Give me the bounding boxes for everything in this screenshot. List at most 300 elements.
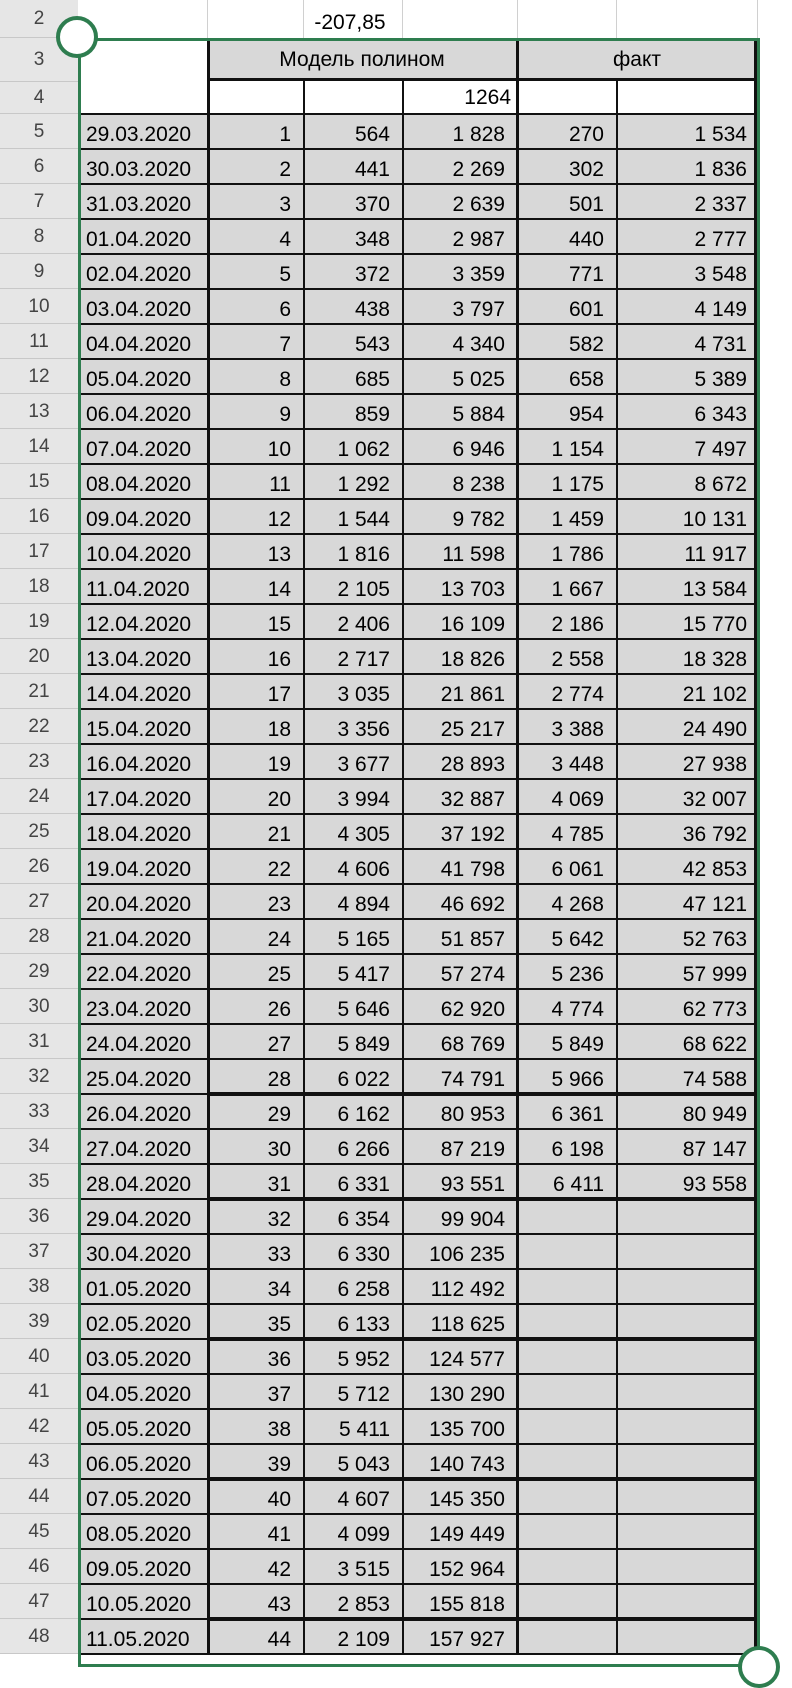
cell-model-daily[interactable]: 5 165 (337, 928, 390, 951)
cell-date[interactable]: 21.04.2020 (86, 928, 192, 951)
cell-model-daily[interactable]: 2 717 (337, 648, 390, 671)
row-header-12[interactable]: 12 (0, 359, 78, 394)
cell-model-total[interactable]: 8 238 (452, 473, 505, 496)
row-header-4[interactable]: 4 (0, 82, 78, 114)
cell-model-daily[interactable]: 5 952 (337, 1348, 390, 1371)
cell-date[interactable]: 30.04.2020 (86, 1243, 192, 1266)
row-header-6[interactable]: 6 (0, 149, 78, 184)
cell-fact-total[interactable]: 8 672 (694, 473, 747, 496)
row-header-27[interactable]: 27 (0, 884, 78, 919)
cell-fact-total[interactable]: 27 938 (682, 753, 747, 776)
row-header-23[interactable]: 23 (0, 744, 78, 779)
cell-model-daily[interactable]: 4 606 (337, 858, 390, 881)
cell-model-total[interactable]: 5 025 (452, 368, 505, 391)
row-header-18[interactable]: 18 (0, 569, 78, 604)
cell-day[interactable]: 44 (267, 1628, 291, 1651)
cell-model-daily[interactable]: 6 133 (337, 1313, 390, 1336)
cell-date[interactable]: 16.04.2020 (86, 753, 192, 776)
cell-fact-total[interactable] (616, 1479, 757, 1514)
cell-date[interactable]: 27.04.2020 (86, 1138, 192, 1161)
row-header-19[interactable]: 19 (0, 604, 78, 639)
cell-day[interactable]: 33 (267, 1243, 291, 1266)
cell-fact-daily[interactable] (517, 1409, 616, 1444)
cell-fact-total[interactable]: 87 147 (682, 1138, 747, 1161)
cell-day[interactable]: 36 (267, 1348, 291, 1371)
cell-fact-total[interactable] (616, 1549, 757, 1584)
cell-fact-daily[interactable] (517, 1549, 616, 1584)
cell-model-total[interactable]: 6 946 (452, 438, 505, 461)
cell-day[interactable]: 10 (267, 438, 291, 461)
cell-fact-daily[interactable]: 1 786 (551, 543, 604, 566)
cell-model-total[interactable]: 3 797 (452, 298, 505, 321)
cell-model-daily[interactable]: 6 330 (337, 1243, 390, 1266)
cell-model-total[interactable]: 5 884 (452, 403, 505, 426)
row-header-28[interactable]: 28 (0, 919, 78, 954)
cell-model-daily[interactable]: 1 062 (337, 438, 390, 461)
cell-day[interactable]: 12 (267, 508, 291, 531)
cell-fact-total[interactable]: 15 770 (682, 613, 747, 636)
cell-day[interactable]: 30 (267, 1138, 291, 1161)
cell-model-total[interactable]: 135 700 (429, 1418, 505, 1441)
cell-day[interactable]: 32 (267, 1208, 291, 1231)
cell-fact-daily[interactable]: 4 774 (551, 998, 604, 1021)
cell-fact-daily[interactable]: 302 (568, 158, 604, 181)
cell-fact-total[interactable] (616, 1304, 757, 1339)
cell-model-total[interactable]: 80 953 (440, 1103, 505, 1126)
cell-day[interactable]: 16 (267, 648, 291, 671)
cell-day[interactable]: 22 (267, 858, 291, 881)
cell-day[interactable]: 34 (267, 1278, 291, 1301)
cell-fact-total[interactable]: 2 777 (694, 228, 747, 251)
cell-model-daily[interactable]: 441 (354, 158, 390, 181)
cell-fact-daily[interactable]: 6 198 (551, 1138, 604, 1161)
cell-model-daily[interactable]: 6 331 (337, 1173, 390, 1196)
cell-fact-total[interactable]: 10 131 (682, 508, 747, 531)
cell-date[interactable]: 05.04.2020 (86, 368, 192, 391)
cell-day[interactable]: 43 (267, 1593, 291, 1616)
cell-model-daily[interactable]: 564 (354, 123, 390, 146)
row-header-13[interactable]: 13 (0, 394, 78, 429)
cell-fact-daily[interactable]: 1 667 (551, 578, 604, 601)
cell-date[interactable]: 25.04.2020 (86, 1068, 192, 1091)
cell-model-daily[interactable]: 3 035 (337, 683, 390, 706)
cell-day[interactable]: 27 (267, 1033, 291, 1056)
cell-day[interactable]: 5 (279, 263, 291, 286)
cell-date[interactable]: 17.04.2020 (86, 788, 192, 811)
cell-fact-daily[interactable]: 2 558 (551, 648, 604, 671)
cell-model-total[interactable]: 46 692 (440, 893, 505, 916)
cell-fact-total[interactable] (616, 1409, 757, 1444)
cell-fact-total[interactable]: 42 853 (682, 858, 747, 881)
cell-fact-daily[interactable] (517, 1234, 616, 1269)
row-header-3[interactable]: 3 (0, 38, 78, 82)
cell-model-total[interactable]: 118 625 (430, 1313, 505, 1336)
cell-model-daily[interactable]: 3 515 (337, 1558, 390, 1581)
cell-model-total[interactable]: 74 791 (440, 1068, 505, 1091)
cell-day[interactable]: 9 (279, 403, 291, 426)
cell-fact-total[interactable]: 47 121 (682, 893, 747, 916)
cell-fact-total[interactable]: 21 102 (682, 683, 747, 706)
row-header-45[interactable]: 45 (0, 1514, 78, 1549)
cell-fact-total[interactable]: 11 917 (684, 543, 747, 566)
row-header-17[interactable]: 17 (0, 534, 78, 569)
cell-fact-total[interactable]: 3 548 (694, 263, 747, 286)
row-header-2[interactable]: 2 (0, 0, 78, 38)
cell-model-total[interactable]: 112 492 (430, 1278, 505, 1301)
cell-date[interactable]: 13.04.2020 (86, 648, 192, 671)
cell-fact-daily[interactable]: 954 (568, 403, 604, 426)
cell-fact-daily[interactable]: 2 774 (551, 683, 604, 706)
cell-model-daily[interactable]: 6 266 (337, 1138, 390, 1161)
cell-date[interactable]: 18.04.2020 (86, 823, 192, 846)
cell-fact-total[interactable] (616, 1339, 757, 1374)
cell-fact-daily[interactable]: 4 785 (551, 823, 604, 846)
cell-model-total[interactable]: 11 598 (442, 543, 505, 566)
row-header-38[interactable]: 38 (0, 1269, 78, 1304)
row-header-47[interactable]: 47 (0, 1584, 78, 1619)
cell-fact-total[interactable]: 4 149 (694, 298, 747, 321)
cell-model-daily[interactable]: 5 411 (339, 1418, 390, 1441)
cell-fact-daily[interactable]: 5 966 (551, 1068, 604, 1091)
cell-model-total[interactable]: 106 235 (429, 1243, 505, 1266)
cell-day[interactable]: 29 (267, 1103, 291, 1126)
cell-day[interactable]: 6 (279, 298, 291, 321)
cell-fact-total[interactable]: 5 389 (694, 368, 747, 391)
cell-model-total[interactable]: 140 743 (429, 1453, 505, 1476)
cell-day[interactable]: 2 (279, 158, 291, 181)
selection-handle-bottom-right[interactable] (738, 1646, 780, 1688)
row-header-48[interactable]: 48 (0, 1619, 78, 1654)
cell-model-total[interactable]: 51 857 (440, 928, 505, 951)
cell-model-total[interactable]: 155 818 (429, 1593, 505, 1616)
cell-date[interactable]: 04.04.2020 (86, 333, 192, 356)
cell-model-total[interactable]: 87 219 (440, 1138, 505, 1161)
row-header-11[interactable]: 11 (0, 324, 78, 359)
cell-date[interactable]: 29.04.2020 (86, 1208, 192, 1231)
cell-model-daily[interactable]: 6 258 (337, 1278, 390, 1301)
cell-fact-daily[interactable]: 4 069 (551, 788, 604, 811)
cell-date[interactable]: 28.04.2020 (86, 1173, 192, 1196)
cell-model-daily[interactable]: 372 (354, 263, 390, 286)
cell-fact-daily[interactable]: 5 642 (551, 928, 604, 951)
cell-day[interactable]: 17 (267, 683, 291, 706)
cell-model-daily[interactable]: 3 677 (337, 753, 390, 776)
cell-fact-daily[interactable]: 601 (568, 298, 604, 321)
cell-fact-total[interactable]: 80 949 (682, 1103, 747, 1126)
row-header-31[interactable]: 31 (0, 1024, 78, 1059)
row-header-20[interactable]: 20 (0, 639, 78, 674)
cell-fact-daily[interactable]: 3 448 (551, 753, 604, 776)
cell-model-daily[interactable]: 4 099 (337, 1523, 390, 1546)
cell-date[interactable]: 29.03.2020 (86, 123, 192, 146)
cell-day[interactable]: 28 (267, 1068, 291, 1091)
cell-fact-daily[interactable]: 658 (568, 368, 604, 391)
cell-model-daily[interactable]: 5 043 (337, 1453, 390, 1476)
cell-date[interactable]: 19.04.2020 (86, 858, 192, 881)
cell-date[interactable]: 12.04.2020 (86, 613, 192, 636)
cell-fact-daily[interactable] (517, 1374, 616, 1409)
cell-fact-daily[interactable]: 582 (568, 333, 604, 356)
cell-fact-total[interactable] (616, 1514, 757, 1549)
row-header-35[interactable]: 35 (0, 1164, 78, 1199)
cell-day[interactable]: 8 (279, 368, 291, 391)
cell-model-total[interactable]: 41 798 (440, 858, 505, 881)
cell-day[interactable]: 20 (267, 788, 291, 811)
cell-date[interactable]: 11.04.2020 (86, 578, 190, 601)
cell-day[interactable]: 7 (279, 333, 291, 356)
cell-model-daily[interactable]: 2 105 (337, 578, 390, 601)
cell-day[interactable]: 11 (269, 473, 291, 496)
cell-date[interactable]: 06.05.2020 (86, 1453, 192, 1476)
cell-fact-daily[interactable] (517, 1339, 616, 1374)
cell-fact-daily[interactable]: 4 268 (551, 893, 604, 916)
cell-day[interactable]: 37 (267, 1383, 291, 1406)
cell-fact-total[interactable]: 24 490 (682, 718, 747, 741)
cell-fact-total[interactable]: 18 328 (682, 648, 747, 671)
cell-fact-total[interactable]: 36 792 (682, 823, 747, 846)
cell-fact-daily[interactable]: 771 (568, 263, 604, 286)
cell-model-total[interactable]: 2 987 (452, 228, 505, 251)
cell-model-daily[interactable]: 5 646 (337, 998, 390, 1021)
cell-top-value[interactable]: -207,85 (314, 11, 386, 34)
cell-fact-total[interactable]: 74 588 (682, 1068, 747, 1091)
cell-date[interactable]: 06.04.2020 (86, 403, 192, 426)
cell-day[interactable]: 25 (267, 963, 291, 986)
cell-fact-daily[interactable]: 270 (568, 123, 604, 146)
cell-model-daily[interactable]: 543 (354, 333, 390, 356)
cell-row4-value[interactable]: 1264 (402, 78, 517, 114)
row-header-46[interactable]: 46 (0, 1549, 78, 1584)
cell-date[interactable]: 26.04.2020 (86, 1103, 192, 1126)
cell-date[interactable]: 11.05.2020 (86, 1628, 190, 1651)
row-header-25[interactable]: 25 (0, 814, 78, 849)
cell-model-daily[interactable]: 5 849 (337, 1033, 390, 1056)
cell-day[interactable]: 40 (267, 1488, 291, 1511)
cell-fact-daily[interactable]: 6 411 (553, 1173, 604, 1196)
model-header[interactable]: Модель полином (207, 41, 517, 78)
cell-model-daily[interactable]: 4 607 (337, 1488, 390, 1511)
cell-fact-total[interactable]: 57 999 (682, 963, 747, 986)
cell-day[interactable]: 31 (267, 1173, 291, 1196)
cell-model-daily[interactable]: 4 894 (337, 893, 390, 916)
cell-model-total[interactable]: 130 290 (429, 1383, 505, 1406)
cell-model-total[interactable]: 93 551 (440, 1173, 505, 1196)
cell-day[interactable]: 26 (267, 998, 291, 1021)
cell-model-total[interactable]: 25 217 (440, 718, 505, 741)
cell-fact-daily[interactable] (517, 1479, 616, 1514)
cell-day[interactable]: 23 (267, 893, 291, 916)
cell-model-daily[interactable]: 6 354 (337, 1208, 390, 1231)
row-header-30[interactable]: 30 (0, 989, 78, 1024)
cell-model-daily[interactable]: 1 292 (337, 473, 390, 496)
cell-day[interactable]: 19 (267, 753, 291, 776)
row-header-34[interactable]: 34 (0, 1129, 78, 1164)
row-header-43[interactable]: 43 (0, 1444, 78, 1479)
cell-day[interactable]: 41 (267, 1523, 291, 1546)
cell-model-daily[interactable]: 859 (354, 403, 390, 426)
cell-model-daily[interactable]: 3 356 (337, 718, 390, 741)
cell-date[interactable]: 24.04.2020 (86, 1033, 192, 1056)
cell-date[interactable]: 14.04.2020 (86, 683, 192, 706)
cell-model-daily[interactable]: 4 305 (337, 823, 390, 846)
cell-day[interactable]: 42 (267, 1558, 291, 1581)
row-header-44[interactable]: 44 (0, 1479, 78, 1514)
cell-day[interactable]: 15 (267, 613, 291, 636)
row-header-29[interactable]: 29 (0, 954, 78, 989)
cell-fact-total[interactable] (616, 1234, 757, 1269)
cell-date[interactable]: 02.05.2020 (86, 1313, 192, 1336)
cell-fact-daily[interactable]: 1 459 (551, 508, 604, 531)
cell-model-total[interactable]: 13 703 (440, 578, 505, 601)
cell-date[interactable]: 04.05.2020 (86, 1383, 192, 1406)
row-header-21[interactable]: 21 (0, 674, 78, 709)
row-header-14[interactable]: 14 (0, 429, 78, 464)
cell-fact-daily[interactable]: 5 849 (551, 1033, 604, 1056)
cell-day[interactable]: 18 (267, 718, 291, 741)
cell-date[interactable]: 10.04.2020 (86, 543, 192, 566)
cell-model-daily[interactable]: 6 162 (337, 1103, 390, 1126)
cell-fact-total[interactable]: 6 343 (694, 403, 747, 426)
selection-handle-top-left[interactable] (56, 16, 98, 58)
cell-fact-daily[interactable]: 1 175 (551, 473, 604, 496)
cell-model-total[interactable]: 18 826 (440, 648, 505, 671)
cell-model-total[interactable]: 2 269 (452, 158, 505, 181)
cell-day[interactable]: 38 (267, 1418, 291, 1441)
cell-fact-daily[interactable] (517, 1514, 616, 1549)
cell-model-daily[interactable]: 6 022 (337, 1068, 390, 1091)
row-header-22[interactable]: 22 (0, 709, 78, 744)
row-header-16[interactable]: 16 (0, 499, 78, 534)
cell-date[interactable]: 03.05.2020 (86, 1348, 192, 1371)
cell-model-daily[interactable]: 3 994 (337, 788, 390, 811)
cell-fact-total[interactable]: 32 007 (682, 788, 747, 811)
cell-fact-daily[interactable]: 440 (568, 228, 604, 251)
cell-fact-total[interactable]: 62 773 (682, 998, 747, 1021)
cell-fact-total[interactable]: 1 836 (694, 158, 747, 181)
cell-date[interactable]: 08.04.2020 (86, 473, 192, 496)
row-header-9[interactable]: 9 (0, 254, 78, 289)
cell-date[interactable]: 01.04.2020 (86, 228, 192, 251)
cell-date[interactable]: 23.04.2020 (86, 998, 192, 1021)
cell-fact-daily[interactable]: 3 388 (551, 718, 604, 741)
cell-model-total[interactable]: 124 577 (429, 1348, 505, 1371)
cell-model-total[interactable]: 99 904 (440, 1208, 505, 1231)
row-header-24[interactable]: 24 (0, 779, 78, 814)
cell-model-daily[interactable]: 2 853 (337, 1593, 390, 1616)
cell-date[interactable]: 05.05.2020 (86, 1418, 192, 1441)
cell-fact-daily[interactable]: 1 154 (551, 438, 604, 461)
cell-model-total[interactable]: 2 639 (452, 193, 505, 216)
cell-fact-daily[interactable]: 6 061 (551, 858, 604, 881)
cell-fact-daily[interactable] (517, 1444, 616, 1479)
cell-date[interactable]: 09.04.2020 (86, 508, 192, 531)
cell-day[interactable]: 21 (267, 823, 291, 846)
cell-model-total[interactable]: 4 340 (452, 333, 505, 356)
cell-fact-daily[interactable] (517, 1584, 616, 1619)
row-header-37[interactable]: 37 (0, 1234, 78, 1269)
cell-model-total[interactable]: 21 861 (440, 683, 505, 706)
row-header-39[interactable]: 39 (0, 1304, 78, 1339)
cell-fact-total[interactable]: 4 731 (694, 333, 747, 356)
cell-day[interactable]: 3 (279, 193, 291, 216)
row-header-15[interactable]: 15 (0, 464, 78, 499)
cell-model-daily[interactable]: 1 544 (337, 508, 390, 531)
cell-model-total[interactable]: 149 449 (429, 1523, 505, 1546)
cell-fact-total[interactable]: 68 622 (682, 1033, 747, 1056)
row-header-41[interactable]: 41 (0, 1374, 78, 1409)
row-header-33[interactable]: 33 (0, 1094, 78, 1129)
cell-fact-daily[interactable] (517, 1269, 616, 1304)
cell-day[interactable]: 1 (279, 123, 291, 146)
cell-day[interactable]: 4 (279, 228, 291, 251)
cell-day[interactable]: 39 (267, 1453, 291, 1476)
cell-fact-total[interactable] (616, 1199, 757, 1234)
row-header-42[interactable]: 42 (0, 1409, 78, 1444)
cell-date[interactable]: 09.05.2020 (86, 1558, 192, 1581)
row-header-5[interactable]: 5 (0, 114, 78, 149)
cell-model-daily[interactable]: 5 712 (337, 1383, 390, 1406)
cell-fact-total[interactable]: 52 763 (682, 928, 747, 951)
cell-model-total[interactable]: 3 359 (452, 263, 505, 286)
cell-model-total[interactable]: 152 964 (429, 1558, 505, 1581)
cell-model-total[interactable]: 9 782 (452, 508, 505, 531)
cell-date[interactable]: 20.04.2020 (86, 893, 192, 916)
cell-date[interactable]: 08.05.2020 (86, 1523, 192, 1546)
cell-day[interactable]: 35 (267, 1313, 291, 1336)
cell-date[interactable]: 22.04.2020 (86, 963, 192, 986)
row-header-8[interactable]: 8 (0, 219, 78, 254)
cell-model-daily[interactable]: 2 109 (337, 1628, 390, 1651)
cell-model-daily[interactable]: 348 (354, 228, 390, 251)
cell-model-total[interactable]: 157 927 (429, 1628, 505, 1651)
cell-date[interactable]: 10.05.2020 (86, 1593, 192, 1616)
cell-fact-total[interactable]: 1 534 (694, 123, 747, 146)
cell-day[interactable]: 14 (267, 578, 291, 601)
cell-fact-total[interactable] (616, 1444, 757, 1479)
cell-date[interactable]: 30.03.2020 (86, 158, 192, 181)
cell-fact-total[interactable] (616, 1584, 757, 1619)
cell-fact-daily[interactable] (517, 1304, 616, 1339)
cell-model-total[interactable]: 16 109 (440, 613, 505, 636)
cell-date[interactable]: 31.03.2020 (86, 193, 192, 216)
row-header-26[interactable]: 26 (0, 849, 78, 884)
cell-date[interactable]: 07.05.2020 (86, 1488, 192, 1511)
row-header-10[interactable]: 10 (0, 289, 78, 324)
cell-fact-total[interactable] (616, 1374, 757, 1409)
cell-fact-daily[interactable] (517, 1619, 616, 1654)
cell-fact-daily[interactable] (517, 1199, 616, 1234)
cell-date[interactable]: 07.04.2020 (86, 438, 192, 461)
cell-model-total[interactable]: 145 350 (429, 1488, 505, 1511)
cell-model-total[interactable]: 32 887 (440, 788, 505, 811)
cell-fact-total[interactable]: 2 337 (694, 193, 747, 216)
cell-model-total[interactable]: 28 893 (440, 753, 505, 776)
cell-date[interactable]: 02.04.2020 (86, 263, 192, 286)
cell-fact-total[interactable] (616, 1269, 757, 1304)
cell-date[interactable]: 01.05.2020 (86, 1278, 192, 1301)
cell-fact-total[interactable]: 93 558 (682, 1173, 747, 1196)
cell-fact-total[interactable]: 13 584 (682, 578, 747, 601)
cell-model-total[interactable]: 68 769 (440, 1033, 505, 1056)
cell-model-total[interactable]: 57 274 (440, 963, 505, 986)
row-header-7[interactable]: 7 (0, 184, 78, 219)
row-header-36[interactable]: 36 (0, 1199, 78, 1234)
cell-model-daily[interactable]: 370 (354, 193, 390, 216)
cell-model-total[interactable]: 1 828 (452, 123, 505, 146)
cell-model-total[interactable]: 62 920 (440, 998, 505, 1021)
cell-model-daily[interactable]: 438 (354, 298, 390, 321)
cell-day[interactable]: 24 (267, 928, 291, 951)
